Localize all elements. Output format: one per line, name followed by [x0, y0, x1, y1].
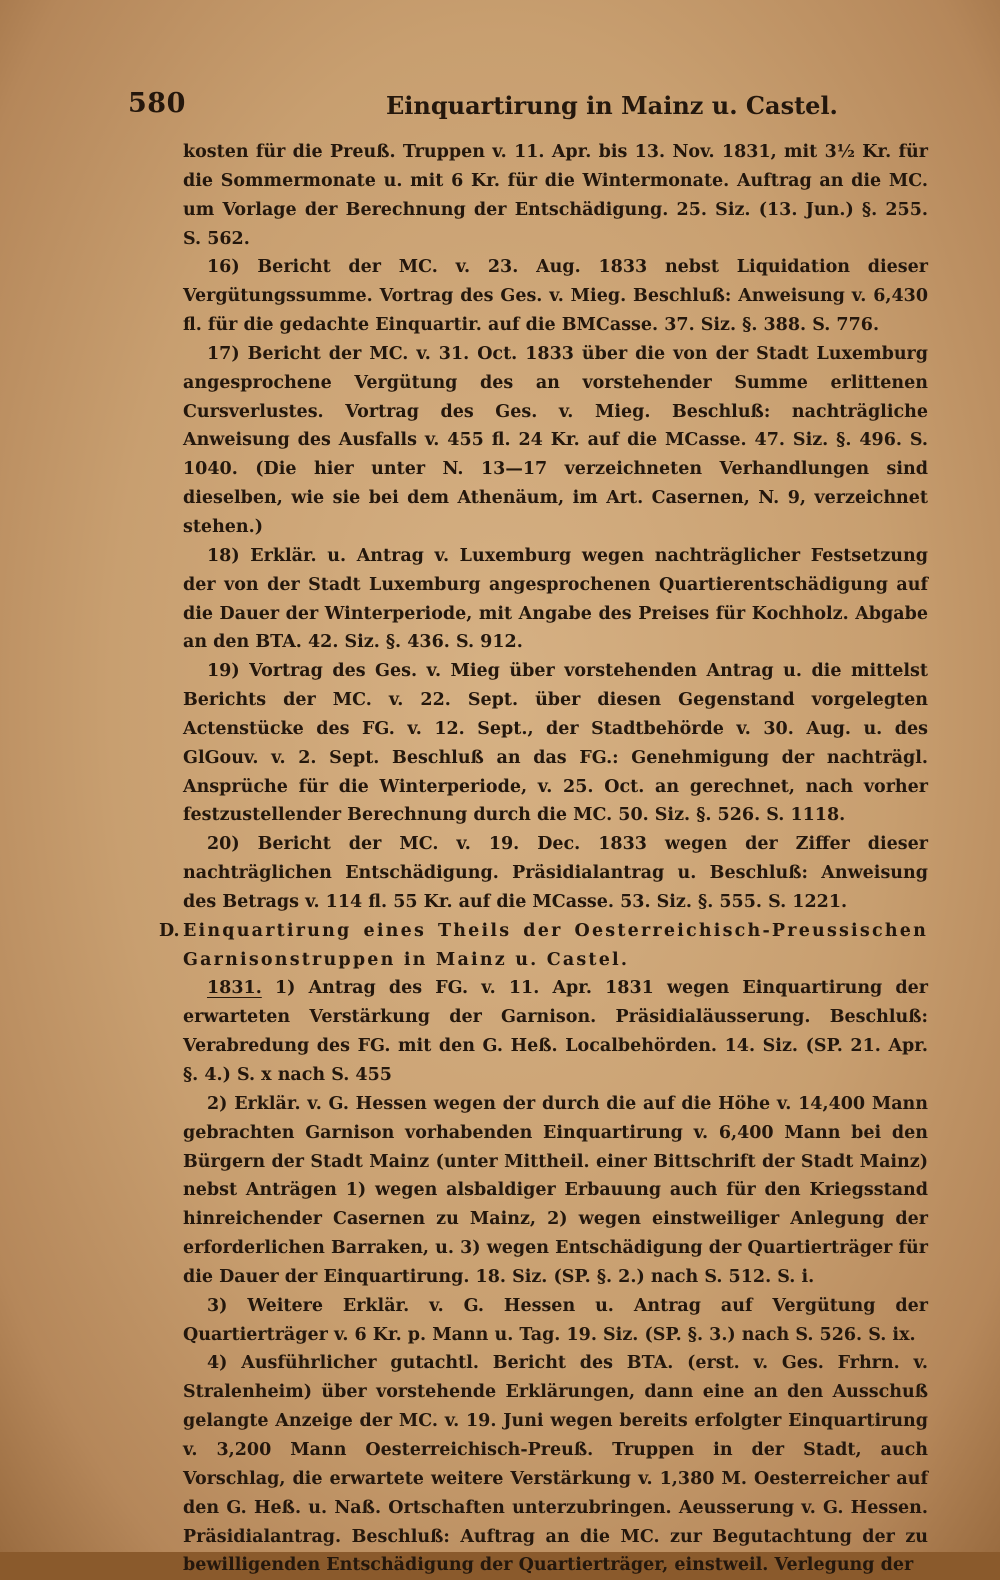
- section-letter: D.: [159, 920, 180, 941]
- paragraph: [183, 974, 928, 1089]
- paragraph-text: 1) Antrag des FG. v. 11. Apr. 1831 wegen Einquartirung der erwarteten Verstärkung der Garnison. Präsidialäusserung. Beschluß: Verabredung des FG. mit den G. Heß. Localbehörden. 14. Siz. (SP. 21. Apr. §. 4.) S. x nach S. 455: [183, 978, 929, 1085]
- section-heading: [159, 917, 928, 975]
- paragraph: 17) Bericht der MC. v. 31. Oct. 1833 über die von der Stadt Luxemburg angesprochene Vergütung des an vorstehender Summe erlittenen Cursverlustes. Vortrag des Ges. v. Mieg. Beschluß: nachträgliche Anweisung des Ausfalls v. 455 fl. 24 Kr. auf die MCasse. 47. Siz. §. 496. S. 1040. (Die hier unter N. 13—17 verzeichneten Verhandlungen sind dieselben, wie sie bei dem Athenäum, im Art. Casernen, N. 9, verzeichnet stehen.): [183, 343, 928, 537]
- year-label: 1831.: [207, 978, 262, 999]
- running-title: Einquartirung in Mainz u. Castel.: [386, 91, 838, 120]
- paragraph: 4) Ausführlicher gutachtl. Bericht des BTA. (erst. v. Ges. Frhrn. v. Stralenheim) über vorstehende Erklärungen, dann eine an den Ausschuß gelangte Anzeige der MC. v. 19. Juni wegen bereits erfolgter Einquartirung v. 3,200 Mann Oesterreichisch-Preuß. Truppen in der Stadt, auch Vorschlag, die erwartete weitere Verstärkung v. 1,380 M. Oesterreicher auf den G. Heß. u. Naß. Ortschaften unterzubringen. Aeusserung v. G. Hessen. Präsidialantrag. Beschluß: Auftrag an die MC. zur Begutachtung der zu bewilligenden Entschädigung der Quartierträger, einstweil. Verlegung der: [183, 1353, 928, 1576]
- paragraph: 3) Weitere Erklär. v. G. Hessen u. Antrag auf Vergütung der Quartierträger v. 6 Kr. p. Mann u. Tag. 19. Siz. (SP. §. 3.) nach S. 526. S. ix.: [183, 1295, 928, 1345]
- page-body: [159, 138, 929, 1580]
- paragraph: 2) Erklär. v. G. Hessen wegen der durch die auf die Höhe v. 14,400 Mann gebrachten Garnison vorhabenden Einquartirung v. 6,400 Mann bei den Bürgern der Stadt Mainz (unter Mittheil. einer Bittschrift der Stadt Mainz) nebst Anträgen 1) wegen alsbaldiger Erbauung auch für den Kriegsstand hinreichender Casernen zu Mainz, 2) wegen einstweiliger Anlegung der erforderlichen Barraken, u. 3) wegen Entschädigung der Quartierträger für die Dauer der Einquartirung. 18. Siz. (SP. §. 2.) nach S. 512. S. i.: [183, 1093, 928, 1287]
- paragraph: kosten für die Preuß. Truppen v. 11. Apr. bis 13. Nov. 1831, mit 3½ Kr. für die Sommermonate u. mit 6 Kr. für die Wintermonate. Auftrag an die MC. um Vorlage der Berechnung der Entschädigung. 25. Siz. (13. Jun.) §. 255. S. 562.: [183, 142, 928, 249]
- page-header: [128, 88, 838, 128]
- paragraph: 18) Erklär. u. Antrag v. Luxemburg wegen nachträglicher Festsetzung der von der Stadt Luxemburg angesprochenen Quartierentschädigung auf die Dauer der Winterperiode, mit Angabe des Preises für Kochholz. Abgabe an den BTA. 42. Siz. §. 436. S. 912.: [183, 545, 928, 653]
- paragraph: 19) Vortrag des Ges. v. Mieg über vorstehenden Antrag u. die mittelst Berichts der MC. v. 22. Sept. über diesen Gegenstand vorgelegten Actenstücke des FG. v. 12. Sept., der Stadtbehörde v. 30. Aug. u. des GlGouv. v. 2. Sept. Beschluß an das FG.: Genehmigung der nachträgl. Ansprüche für die Winterperiode, v. 25. Oct. an gerechnet, nach vorher festzustellender Berechnung durch die MC. 50. Siz. §. 526. S. 1118.: [183, 661, 928, 826]
- section-title: Einquartirung eines Theils der Oesterreichisch-Preussischen Garnisonstruppen in Mainz u. Castel.: [183, 920, 928, 970]
- paragraph: 20) Bericht der MC. v. 19. Dec. 1833 wegen der Ziffer dieser nachträglichen Entschädigung. Präsidialantrag u. Beschluß: Anweisung des Betrags v. 114 fl. 55 Kr. auf die MCasse. 53. Siz. §. 555. S. 1221.: [183, 834, 928, 912]
- paragraph: 16) Bericht der MC. v. 23. Aug. 1833 nebst Liquidation dieser Vergütungssumme. Vortrag des Ges. v. Mieg. Beschluß: Anweisung v. 6,430 fl. für die gedachte Einquartir. auf die BMCasse. 37. Siz. §. 388. S. 776.: [183, 257, 928, 336]
- page-number: 580: [128, 88, 186, 119]
